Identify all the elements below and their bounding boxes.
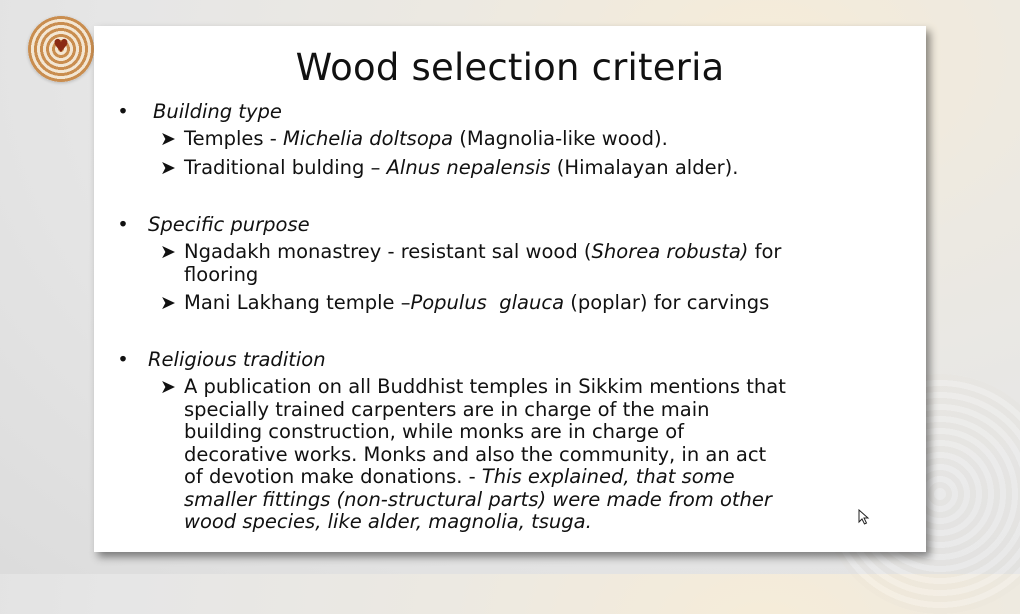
arrowhead-bullet-icon: ➤ [160,128,176,150]
species-name: Michelia doltsopa [282,127,454,150]
item-text: (Himalayan alder). [550,156,739,179]
paragraph-italic: This explained, that some [481,465,735,488]
arrowhead-bullet-icon: ➤ [160,241,176,263]
mouse-pointer-icon [858,509,870,525]
item-text: (poplar) for carvings [564,291,770,314]
slide-title: Wood selection criteria [295,46,725,89]
heart-logo-icon [28,16,94,82]
item-text: Ngadakh monastrey - resistant sal wood ( [184,240,592,263]
paragraph-italic-line: wood species, like alder, magnolia, tsuga. [184,510,592,533]
bullet-heading: Specific purpose [148,213,310,236]
paragraph-line: of devotion make donations. - [184,465,482,488]
species-name: Shorea robusta) [591,240,749,263]
item-text: Traditional bulding – [184,156,387,179]
bullet-dot-icon: • [117,100,129,123]
species-name: Alnus nepalensis [386,156,551,179]
paragraph-line: specially trained carpenters are in charge of the main [184,397,710,421]
paragraph-italic-line: smaller fittings (non-structural parts) were made from other [184,487,772,511]
species-name: Populus glauca [410,291,565,314]
arrowhead-bullet-icon: ➤ [160,376,176,398]
heart-icon: ♥ [52,36,70,57]
bullet-heading: Building type [153,100,282,123]
bullet-heading: Religious tradition [148,348,326,371]
item-text: for [748,240,782,263]
item-text: flooring [184,262,259,286]
arrowhead-bullet-icon: ➤ [160,292,176,314]
item-text: Mani Lakhang temple – [184,291,411,314]
item-text: (Magnolia-like wood). [453,127,668,150]
bullet-dot-icon: • [117,348,129,371]
paragraph-line: building construction, while monks are in charge of [184,420,685,443]
paragraph-line: A publication on all Buddhist temples in Sikkim mentions that [184,375,786,398]
item-text: Temples - [184,127,283,150]
paragraph-line: decorative works. Monks and also the community, in an act [184,442,767,466]
arrowhead-bullet-icon: ➤ [160,157,176,179]
bullet-dot-icon: • [117,213,129,236]
